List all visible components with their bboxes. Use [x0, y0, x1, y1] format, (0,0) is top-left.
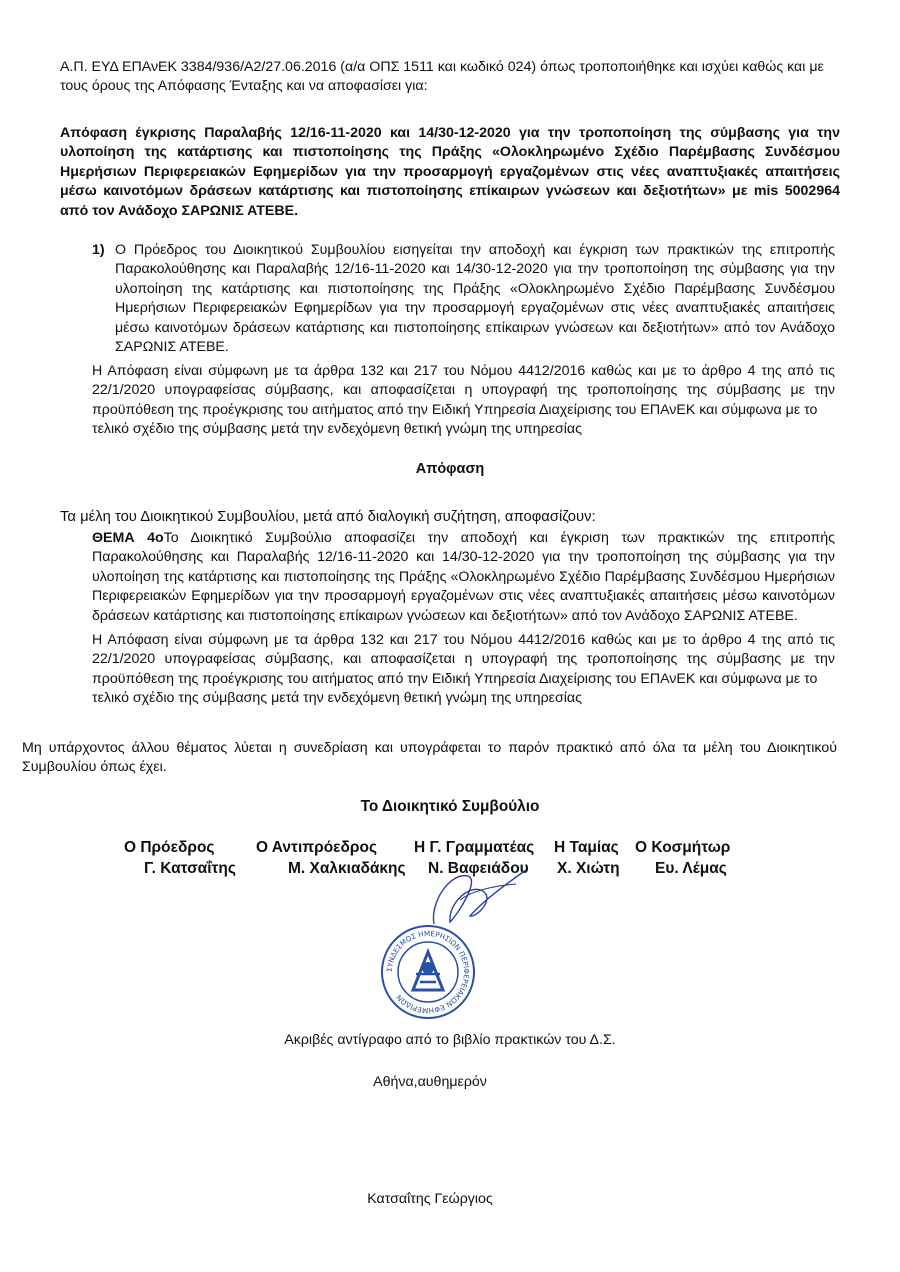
role-steward: Ο Κοσμήτωρ — [635, 839, 731, 856]
name-vice-president: Μ. Χαλκιαδάκης — [288, 860, 406, 877]
item1-legal-basis — [92, 362, 835, 440]
signatory-roles — [124, 838, 730, 858]
item1-proposal: Ο Πρόεδρος του Διοικητικού Συμβουλίου εισηγείται την αποδοχή και έγκριση των πρακτικών της επιτροπής Παρακολούθησης και Παραλαβής 12/16-11-2020 και 14/30-12-2020 για την τροποποίηση της σύμβασης για την υλοποίηση της κατάρτισης και πιστοποίησης της Πράξης «Ολοκληρωμένο Σχέδιο Παρέμβασης Συνδέσμου Ημερήσιων Περιφερειακών Εφημερίδων για την προσαρμογή εργαζομένων στις νέες αναπτυξιακές απαιτήσεις μέσω καινοτόμων δράσεων κατάρτισης και πιστοποίησης επίκαιρων γνώσεων και δεξιοτήτων» από τον Ανάδοχο ΣΑΡΩΝΙΣ ΑΤΕΒΕ. — [115, 242, 835, 356]
signer-name: Κατσαΐτης Γεώργιος — [367, 1191, 493, 1207]
thema-legal-tail: τελικό σχέδιο της σύμβασης μετά την ενδεχόμενη θετική γνώμη της υπηρεσίας — [92, 690, 582, 707]
intro-paragraph: Α.Π. ΕΥΔ ΕΠΑνΕΚ 3384/936/Α2/27.06.2016 (α/α ΟΠΣ 1511 και κωδικό 024) όπως τροποποιήθηκε και ισχύει καθώς και με τους όρους της Απόφασης Ένταξης και να αποφασίσει για: — [60, 59, 824, 95]
closing-paragraph: Μη υπάρχοντος άλλου θέματος λύεται η συνεδρίαση και υπογράφεται το παρόν πρακτικό από όλα τα μέλη του Διοικητικού Συμβουλίου όπως έχει. — [22, 740, 837, 776]
thema-paragraph — [92, 529, 835, 626]
thema-legal-text: Η Απόφαση είναι σύμφωνη με τα άρθρα 132 και 217 του Νόμου 4412/2016 καθώς και με το άρθρο 4 της από τις 22/1/2020 υπογραφείσας σύμβασης, και αποφασίζεται η υπογραφή της τροποποίησης της σύμβασης με την προϋπόθεση της προέγκρισης του αιτήματος από την Ειδική Υπηρεσία Διαχείρισης του ΕΠΑνΕΚ και σύμφωνα με το — [92, 632, 835, 687]
decision-heading: Απόφαση — [415, 461, 485, 477]
name-steward: Ευ. Λέμας — [655, 860, 727, 877]
association-seal — [378, 922, 478, 1022]
certified-copy-note: Ακριβές αντίγραφο από το βιβλίο πρακτικών του Δ.Σ. — [284, 1032, 616, 1048]
thema-label: ΘΕΜΑ 4ο — [92, 530, 164, 546]
item1-legal-tail: τελικό σχέδιο της σύμβασης μετά την ενδεχόμενη θετική γνώμη της υπηρεσίας — [92, 421, 582, 438]
decision-title: Απόφαση έγκρισης Παραλαβής 12/16-11-2020 και 14/30-12-2020 για την τροποποίηση της σύμβασης για την υλοποίηση της κατάρτισης και πιστοποίησης της Πράξης «Ολοκληρωμένο Σχέδιο Παρέμβασης Συνδέσμου Ημερήσιων Περιφερειακών Εφημερίδων για την προσαρμογή εργαζομένων στις νέες αναπτυξιακές απαιτήσεις μέσω καινοτόμων δράσεων κατάρτισης και πιστοποίησης επίκαιρων γνώσεων και δεξιοτήτων» με mis 5002964 από τον Ανάδοχο ΣΑΡΩΝΙΣ ΑΤΕΒΕ. — [60, 125, 840, 219]
seal-text: ΣΥΝΔΕΣΜΟΣ ΗΜΕΡΗΣΙΩΝ ΠΕΡΙΦΕΡΕΙΑΚΩΝ ΕΦΗΜΕΡΙΔΩΝ — [384, 928, 472, 1016]
thema-text: Το Διοικητικό Συμβούλιο αποφασίζει την αποδοχή και έγκριση των πρακτικών της επιτροπής Παρακολούθησης και Παραλαβής 12/16-11-2020 και 14/30-12-2020 για την τροποποίηση της σύμβασης για την υλοποίηση της κατάρτισης και πιστοποίησης της Πράξης «Ολοκληρωμένο Σχέδιο Παρέμβασης Συνδέσμου Ημερήσιων Περιφερειακών Εφημερίδων για την προσαρμογή εργαζομένων στις νέες αναπτυξιακές απαιτήσεις μέσω καινοτόμων δράσεων κατάρτισης και πιστοποίησης επίκαιρων γνώσεων και δεξιοτήτων» από τον Ανάδοχο ΣΑΡΩΝΙΣ ΑΤΕΒΕ. — [92, 530, 836, 624]
role-vice-president: Ο Αντιπρόεδρος — [256, 839, 378, 856]
role-treasurer: Η Ταμίας — [554, 839, 619, 856]
board-title: Το Διοικητικό Συμβούλιο — [360, 798, 540, 815]
name-secretary: Ν. Βαφειάδου — [428, 860, 529, 877]
role-president: Ο Πρόεδρος — [124, 839, 215, 856]
name-treasurer: Χ. Χιώτη — [557, 860, 620, 877]
name-president: Γ. Κατσαΐτης — [144, 860, 236, 877]
members-intro: Τα μέλη του Διοικητικού Συμβουλίου, μετά από διαλογική συζήτηση, αποφασίζουν: — [60, 509, 596, 525]
thema-legal-basis — [92, 631, 835, 709]
item-number: 1) — [92, 242, 105, 258]
role-secretary: Η Γ. Γραμματέας — [414, 839, 535, 856]
item1-legal-text: Η Απόφαση είναι σύμφωνη με τα άρθρα 132 και 217 του Νόμου 4412/2016 καθώς και με το άρθρο 4 της από τις 22/1/2020 υπογραφείσας σύμβασης, και αποφασίζεται η υπογραφή της τροποποίησης της σύμβασης με την προϋπόθεση της προέγκρισης του αιτήματος από την Ειδική Υπηρεσία Διαχείρισης του ΕΠΑνΕΚ και σύμφωνα με το — [92, 363, 835, 418]
place-date: Αθήνα,αυθημερόν — [373, 1074, 487, 1090]
